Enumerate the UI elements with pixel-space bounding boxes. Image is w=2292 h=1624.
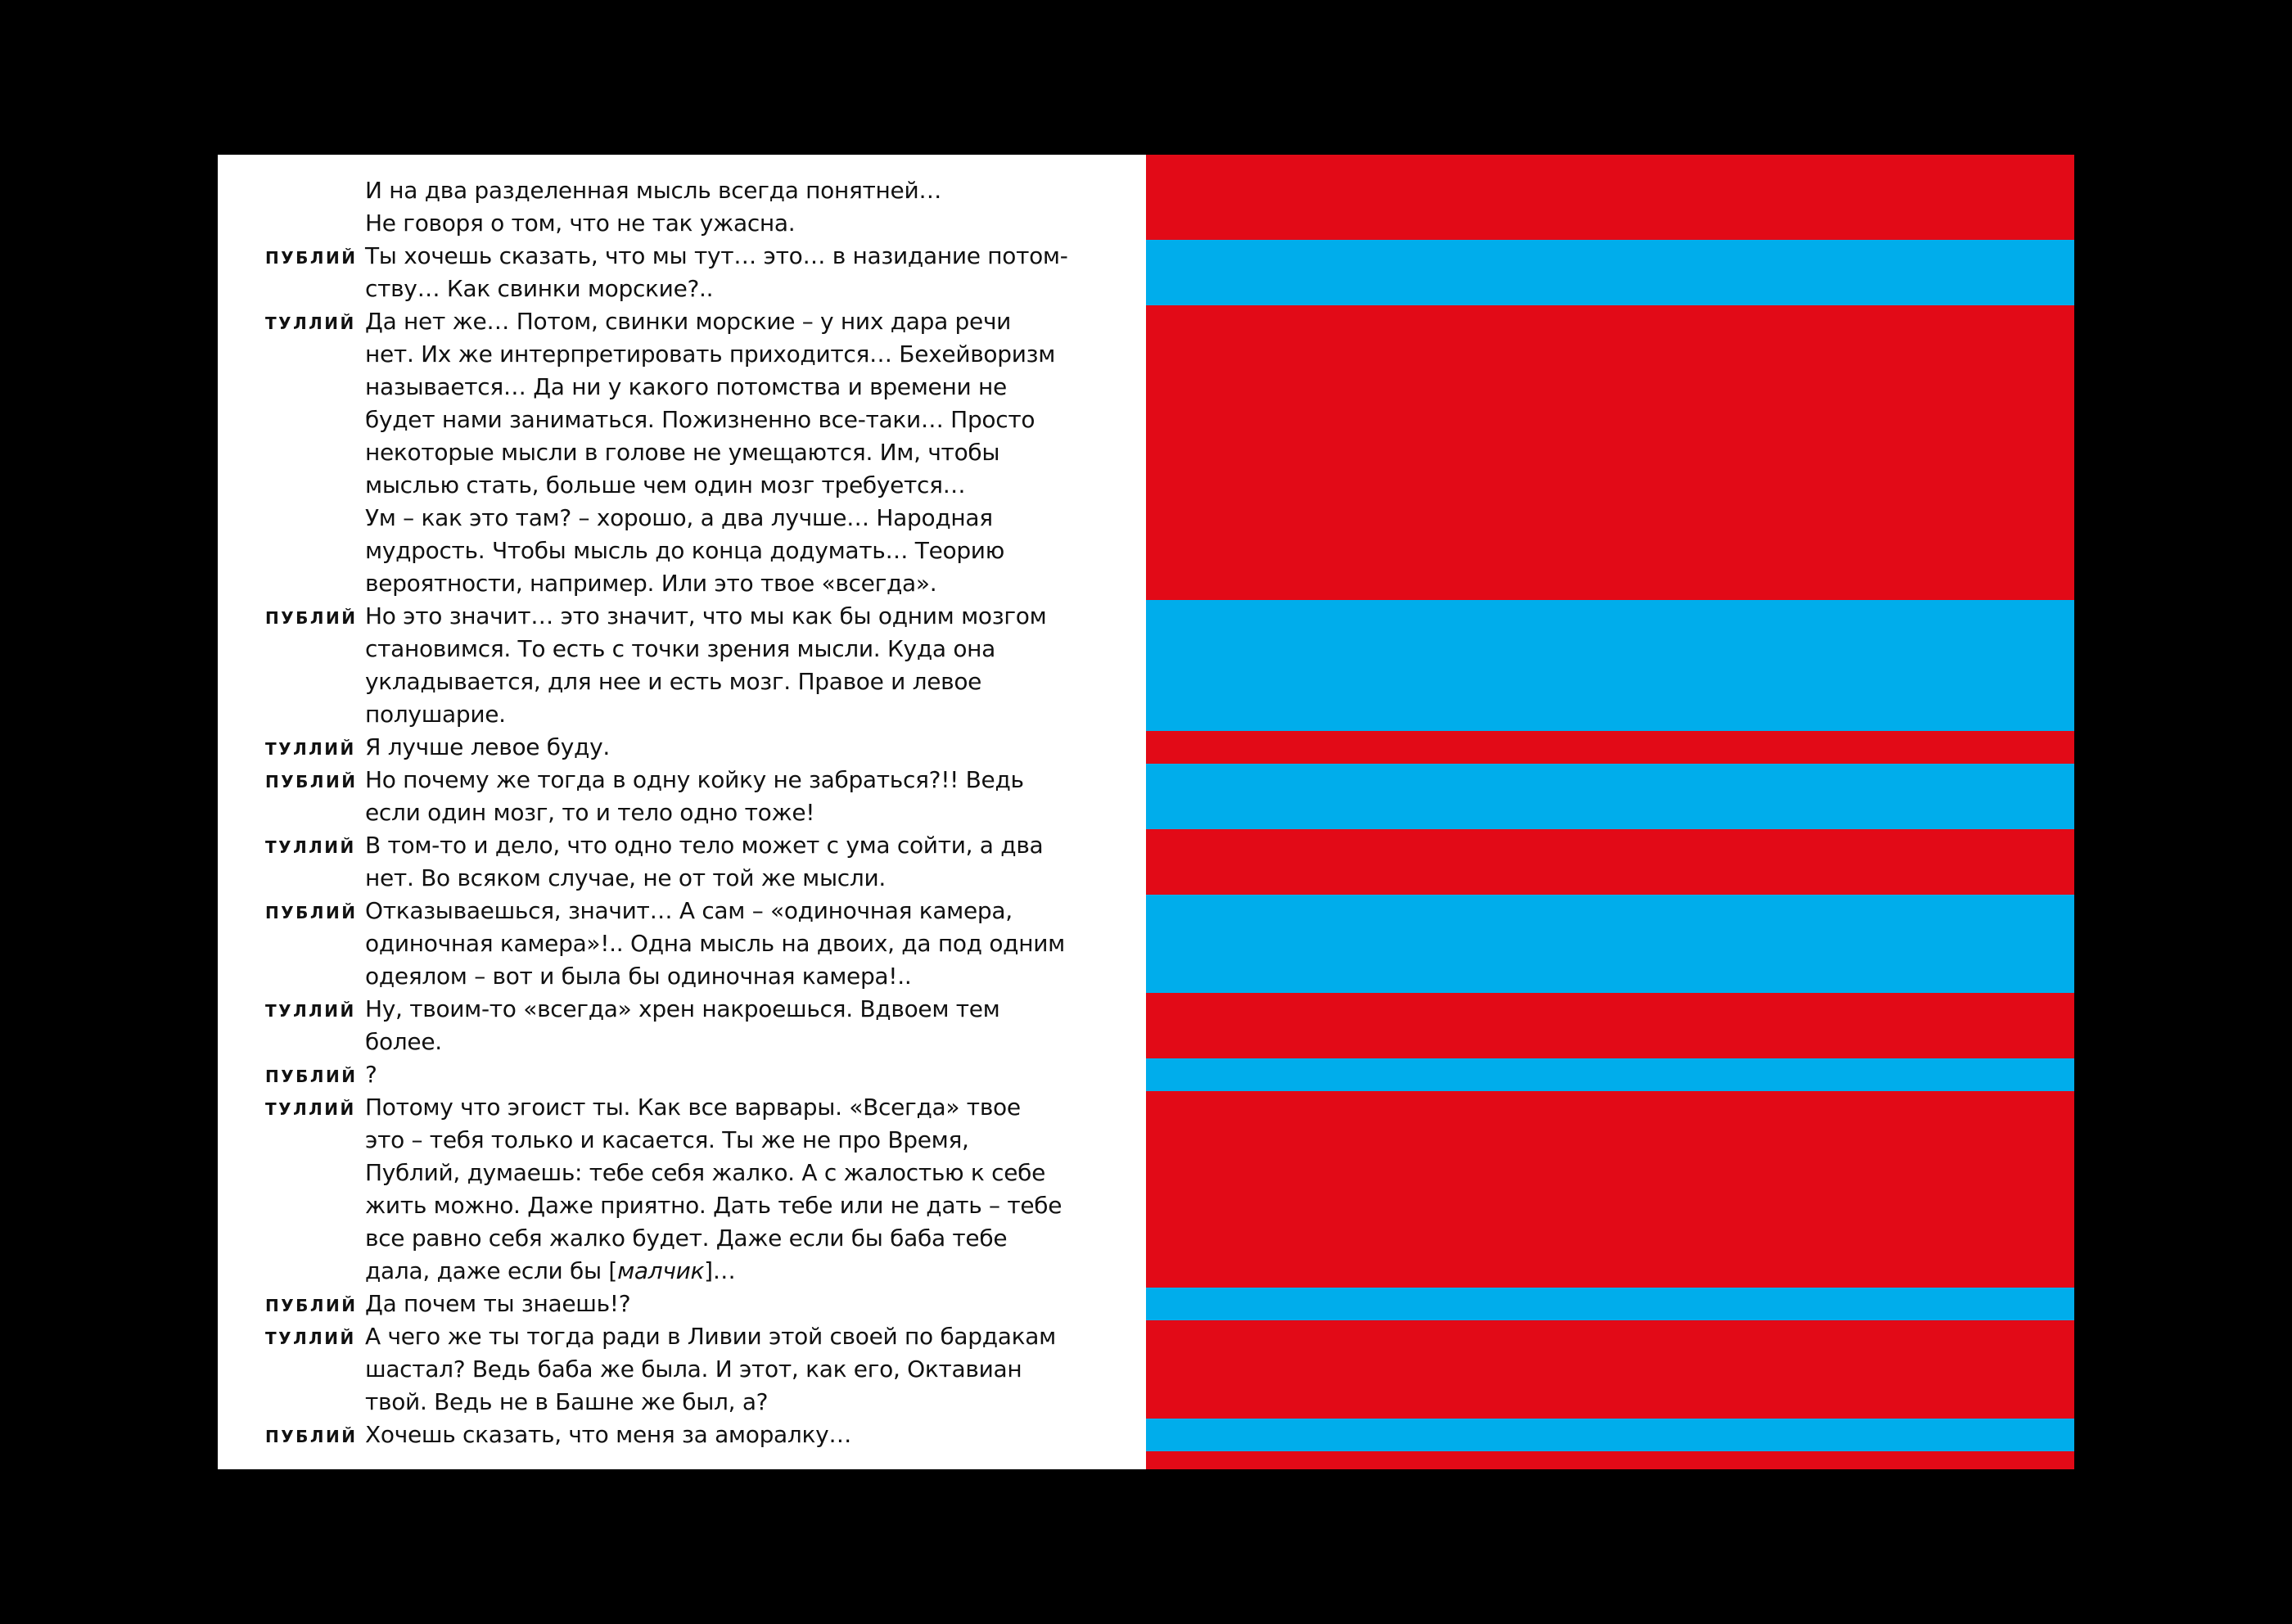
stripe-blue <box>1146 1288 2074 1320</box>
line-text: если один мозг, то и тело одно тоже! <box>365 799 815 826</box>
dialogue-line <box>218 1320 1146 1353</box>
dialogue-line <box>218 1222 1146 1255</box>
line-text: все равно себя жалко будет. Даже если бы баба тебе <box>365 1225 1008 1252</box>
line-text: некоторые мысли в голове не умещаются. Им, чтобы <box>365 439 1000 466</box>
speaker-name: ТУЛЛИЙ <box>265 739 356 759</box>
line-text: более. <box>365 1028 442 1055</box>
speaker-name: ПУБЛИЙ <box>265 1067 358 1086</box>
dialogue-line <box>218 567 1146 600</box>
dialogue-line <box>218 535 1146 567</box>
dialogue-line <box>218 404 1146 436</box>
dialogue-line <box>218 1419 1146 1451</box>
right-page-stripes <box>1146 155 2074 1469</box>
dialogue-line <box>218 895 1146 927</box>
stripe-blue <box>1146 764 2074 829</box>
dialogue-line <box>218 502 1146 535</box>
dialogue-line <box>218 1124 1146 1157</box>
stripe-red <box>1146 1451 2074 1469</box>
speaker-name: ТУЛЛИЙ <box>265 314 356 333</box>
line-text: Ты хочешь сказать, что мы тут… это… в назидание потом- <box>365 242 1068 269</box>
dialogue-line <box>218 240 1146 273</box>
dialogue-line <box>218 764 1146 796</box>
dialogue-line <box>218 207 1146 240</box>
line-text: это – тебя только и касается. Ты же не про Время, <box>365 1126 969 1153</box>
speaker-name: ТУЛЛИЙ <box>265 1099 356 1119</box>
line-text: ству… Как свинки морские?.. <box>365 275 714 302</box>
stripe-blue <box>1146 895 2074 993</box>
line-text: будет нами заниматься. Пожизненно все-таки… Просто <box>365 406 1035 433</box>
dialogue-line <box>218 436 1146 469</box>
dialogue-line <box>218 665 1146 698</box>
dialogue-line <box>218 371 1146 404</box>
dialogue-line <box>218 633 1146 665</box>
line-text: полушарие. <box>365 701 506 728</box>
dialogue-line <box>218 273 1146 305</box>
dialogue-line <box>218 698 1146 731</box>
line-text: В том-то и дело, что одно тело может с ума сойти, а два <box>365 832 1044 859</box>
line-text: Ум – как это там? – хорошо, а два лучше… Народная <box>365 504 993 531</box>
line-text: одиночная камера»!.. Одна мысль на двоих, да под одним <box>365 930 1065 957</box>
speaker-name: ТУЛЛИЙ <box>265 1329 356 1348</box>
stripe-blue <box>1146 1058 2074 1091</box>
line-text: укладывается, для нее и есть мозг. Правое и левое <box>365 668 982 695</box>
left-page <box>218 155 1146 1469</box>
line-text: Хочешь сказать, что меня за аморалку… <box>365 1421 852 1448</box>
dialogue-line <box>218 1353 1146 1386</box>
stripe-red <box>1146 1320 2074 1419</box>
dialogue-line <box>218 927 1146 960</box>
dialogue-line <box>218 1157 1146 1189</box>
italic-word: малчик <box>617 1257 705 1284</box>
line-text: А чего же ты тогда ради в Ливии этой своей по бардакам <box>365 1323 1056 1350</box>
dialogue-line <box>218 829 1146 862</box>
dialogue-line <box>218 1386 1146 1419</box>
dialogue-line <box>218 305 1146 338</box>
dialogue-line <box>218 1288 1146 1320</box>
line-text: Я лучше левое буду. <box>365 733 610 760</box>
stripe-red <box>1146 993 2074 1058</box>
dialogue-line <box>218 1091 1146 1124</box>
stripe-red <box>1146 155 2074 240</box>
dialogue-line <box>218 174 1146 207</box>
dialogue-line <box>218 1026 1146 1058</box>
stripe-blue <box>1146 1419 2074 1451</box>
stripe-red <box>1146 829 2074 895</box>
speaker-name: ТУЛЛИЙ <box>265 1001 356 1021</box>
speaker-name: ТУЛЛИЙ <box>265 837 356 857</box>
line-text: Но почему же тогда в одну койку не забраться?!! Ведь <box>365 766 1024 793</box>
dialogue-text <box>218 174 1146 1451</box>
line-text: Не говоря о том, что не так ужасна. <box>365 210 796 237</box>
line-text: твой. Ведь не в Башне же был, а? <box>365 1388 769 1415</box>
line-text: становимся. То есть с точки зрения мысли. Куда она <box>365 635 996 662</box>
stripe-blue <box>1146 600 2074 731</box>
line-text: называется… Да ни у какого потомства и времени не <box>365 373 1007 400</box>
line-text: Да почем ты знаешь!? <box>365 1290 631 1317</box>
line-text: мыслью стать, больше чем один мозг требуется… <box>365 471 966 498</box>
dialogue-line <box>218 469 1146 502</box>
dialogue-line <box>218 993 1146 1026</box>
line-text: Публий, думаешь: тебе себя жалко. А с жалостью к себе <box>365 1159 1046 1186</box>
speaker-name: ПУБЛИЙ <box>265 772 358 792</box>
speaker-name: ПУБЛИЙ <box>265 608 358 628</box>
line-text: Но это значит… это значит, что мы как бы одним мозгом <box>365 602 1047 629</box>
speaker-name: ПУБЛИЙ <box>265 1296 358 1315</box>
stripe-red <box>1146 1091 2074 1288</box>
line-text: ? <box>365 1061 377 1088</box>
dialogue-line <box>218 960 1146 993</box>
line-text: Да нет же… Потом, свинки морские – у них дара речи <box>365 308 1012 335</box>
line-text: одеялом – вот и была бы одиночная камера!.. <box>365 963 912 990</box>
line-text: нет. Их же интерпретировать приходится… Бехейворизм <box>365 341 1056 368</box>
dialogue-line <box>218 1189 1146 1222</box>
stripe-red <box>1146 731 2074 764</box>
line-text: дала, даже если бы [малчик]… <box>365 1257 736 1284</box>
dialogue-line <box>218 1058 1146 1091</box>
stripe-red <box>1146 305 2074 600</box>
dialogue-line <box>218 600 1146 633</box>
speaker-name: ПУБЛИЙ <box>265 903 358 923</box>
line-text: Потому что эгоист ты. Как все варвары. «Всегда» твое <box>365 1094 1021 1121</box>
line-text: И на два разделенная мысль всегда понятней… <box>365 177 942 204</box>
dialogue-line <box>218 862 1146 895</box>
dialogue-line <box>218 731 1146 764</box>
line-text: жить можно. Даже приятно. Дать тебе или не дать – тебе <box>365 1192 1063 1219</box>
line-text: нет. Во всяком случае, не от той же мысли. <box>365 864 886 891</box>
dialogue-line <box>218 1255 1146 1288</box>
speaker-name: ПУБЛИЙ <box>265 1427 358 1446</box>
speaker-name: ПУБЛИЙ <box>265 248 358 268</box>
dialogue-line <box>218 796 1146 829</box>
line-text: вероятности, например. Или это твое «всегда». <box>365 570 937 597</box>
line-text: шастал? Ведь баба же была. И этот, как его, Октавиан <box>365 1356 1022 1383</box>
book-spread <box>218 155 2074 1469</box>
line-text: Ну, твоим-то «всегда» хрен накроешься. Вдвоем тем <box>365 995 1000 1022</box>
stripe-blue <box>1146 240 2074 305</box>
line-text: Отказываешься, значит… А сам – «одиночная камера, <box>365 897 1013 924</box>
dialogue-line <box>218 338 1146 371</box>
line-text: мудрость. Чтобы мысль до конца додумать… Теорию <box>365 537 1004 564</box>
